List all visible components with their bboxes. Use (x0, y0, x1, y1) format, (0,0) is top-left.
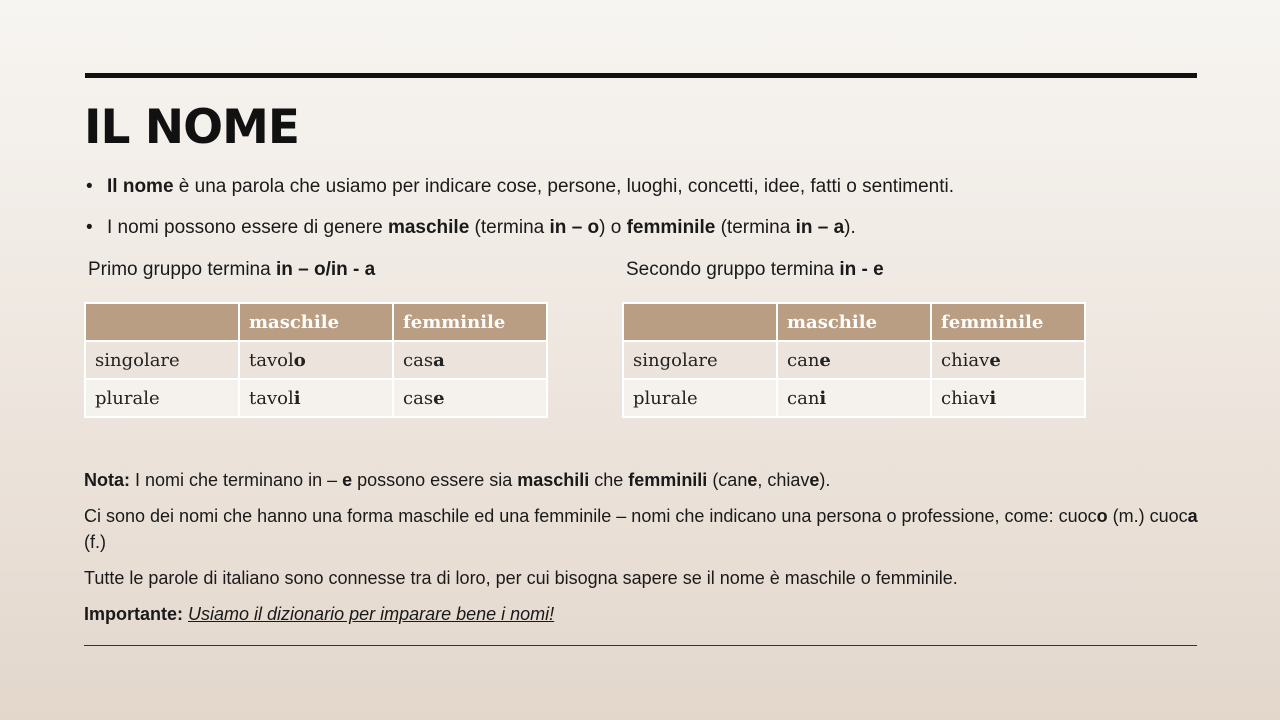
table-row-plurale (623, 379, 1085, 417)
bullet-definition (86, 173, 1196, 200)
definition-text: è una parola che usiamo per indicare cose, persone, luoghi, concetti, idee, fatti o sentimenti. (173, 176, 955, 197)
row-label: singolare (623, 341, 777, 379)
note-text: possono essere sia (352, 470, 518, 490)
word-stem: cas (403, 349, 434, 371)
cell-femminile (393, 379, 547, 417)
table-header-row (85, 303, 547, 341)
title-top-rule (85, 73, 1197, 78)
bullet-gender (86, 214, 1196, 241)
slide-title: IL NOME (84, 100, 299, 155)
table-secondo-gruppo (622, 302, 1086, 418)
important-label: Importante: (84, 604, 183, 624)
row-label: plurale (623, 379, 777, 417)
group1-heading (88, 258, 375, 282)
gender-text: ) o (599, 217, 627, 238)
gender-text: (termina (469, 217, 550, 238)
forms-emphasis: o (1096, 506, 1108, 526)
note-emphasis: maschili (517, 470, 590, 490)
header-maschile: maschile (239, 303, 393, 341)
word-ending: e (819, 349, 831, 371)
important-text: Usiamo il dizionario per imparare bene i nomi! (188, 604, 555, 624)
header-empty (623, 303, 777, 341)
cell-maschile (239, 341, 393, 379)
forms-text: (m.) cuoc (1107, 506, 1188, 526)
forms-text: (f.) (84, 532, 106, 552)
group2-label: Secondo gruppo termina (626, 259, 840, 280)
word-ending: e (989, 349, 1001, 371)
note-label: Nota: (84, 470, 130, 490)
header-empty (85, 303, 239, 341)
row-label: plurale (85, 379, 239, 417)
intro-bullet-list (86, 173, 1196, 255)
cell-femminile (931, 341, 1085, 379)
note-emphasis: e (342, 470, 353, 490)
word-ending: o (293, 349, 306, 371)
note-text: che (589, 470, 629, 490)
bottom-rule (84, 645, 1197, 646)
cell-femminile (393, 341, 547, 379)
cell-maschile (777, 379, 931, 417)
word-stem: chiav (941, 387, 990, 409)
row-label: singolare (85, 341, 239, 379)
forms-text: Ci sono dei nomi che hanno una forma maschile ed una femminile – nomi che indicano una persona o professione, come: cuoc (84, 506, 1097, 526)
word-stem: tavol (249, 349, 294, 371)
forms-paragraph (84, 503, 1199, 555)
important-paragraph (84, 601, 1199, 627)
table-row-singolare (623, 341, 1085, 379)
term-il-nome: Il nome (107, 176, 174, 197)
group1-ending: in – o/in - a (275, 259, 376, 280)
word-ending: i (989, 387, 997, 409)
notes-section (84, 467, 1199, 637)
note-emphasis: femminili (628, 470, 708, 490)
header-maschile: maschile (777, 303, 931, 341)
word-ending: a (433, 349, 445, 371)
table-row-singolare (85, 341, 547, 379)
word-ending: i (819, 387, 827, 409)
word-stem: can (787, 349, 820, 371)
ending-maschile: in – o (549, 217, 600, 238)
group2-ending: in - e (839, 259, 884, 280)
word-stem: chiav (941, 349, 990, 371)
note-text: , chiav (757, 470, 810, 490)
word-ending: i (293, 387, 301, 409)
gender-femminile: femminile (626, 217, 716, 238)
gender-text: ). (844, 217, 856, 238)
gender-text: I nomi possono essere di genere (107, 217, 388, 238)
note-text: ). (819, 470, 831, 490)
gender-text: (termina (715, 217, 796, 238)
note-text: I nomi che terminano in – (130, 470, 343, 490)
note-emphasis: e (747, 470, 758, 490)
gender-maschile: maschile (387, 217, 470, 238)
header-femminile: femminile (393, 303, 547, 341)
table-row-plurale (85, 379, 547, 417)
table-primo-gruppo (84, 302, 548, 418)
table-header-row (623, 303, 1085, 341)
word-stem: can (787, 387, 820, 409)
note-text: (can (707, 470, 748, 490)
ending-femminile: in – a (795, 217, 845, 238)
forms-emphasis: a (1187, 506, 1198, 526)
header-femminile: femminile (931, 303, 1085, 341)
group2-heading (626, 258, 884, 282)
cell-femminile (931, 379, 1085, 417)
word-stem: tavol (249, 387, 294, 409)
group1-label: Primo gruppo termina (88, 259, 276, 280)
word-ending: e (433, 387, 445, 409)
cell-maschile (777, 341, 931, 379)
note-paragraph (84, 467, 1199, 493)
cell-maschile (239, 379, 393, 417)
word-stem: cas (403, 387, 434, 409)
note-emphasis: e (809, 470, 820, 490)
connection-paragraph: Tutte le parole di italiano sono connesse tra di loro, per cui bisogna sapere se il nome è maschile o femminile. (84, 568, 958, 588)
